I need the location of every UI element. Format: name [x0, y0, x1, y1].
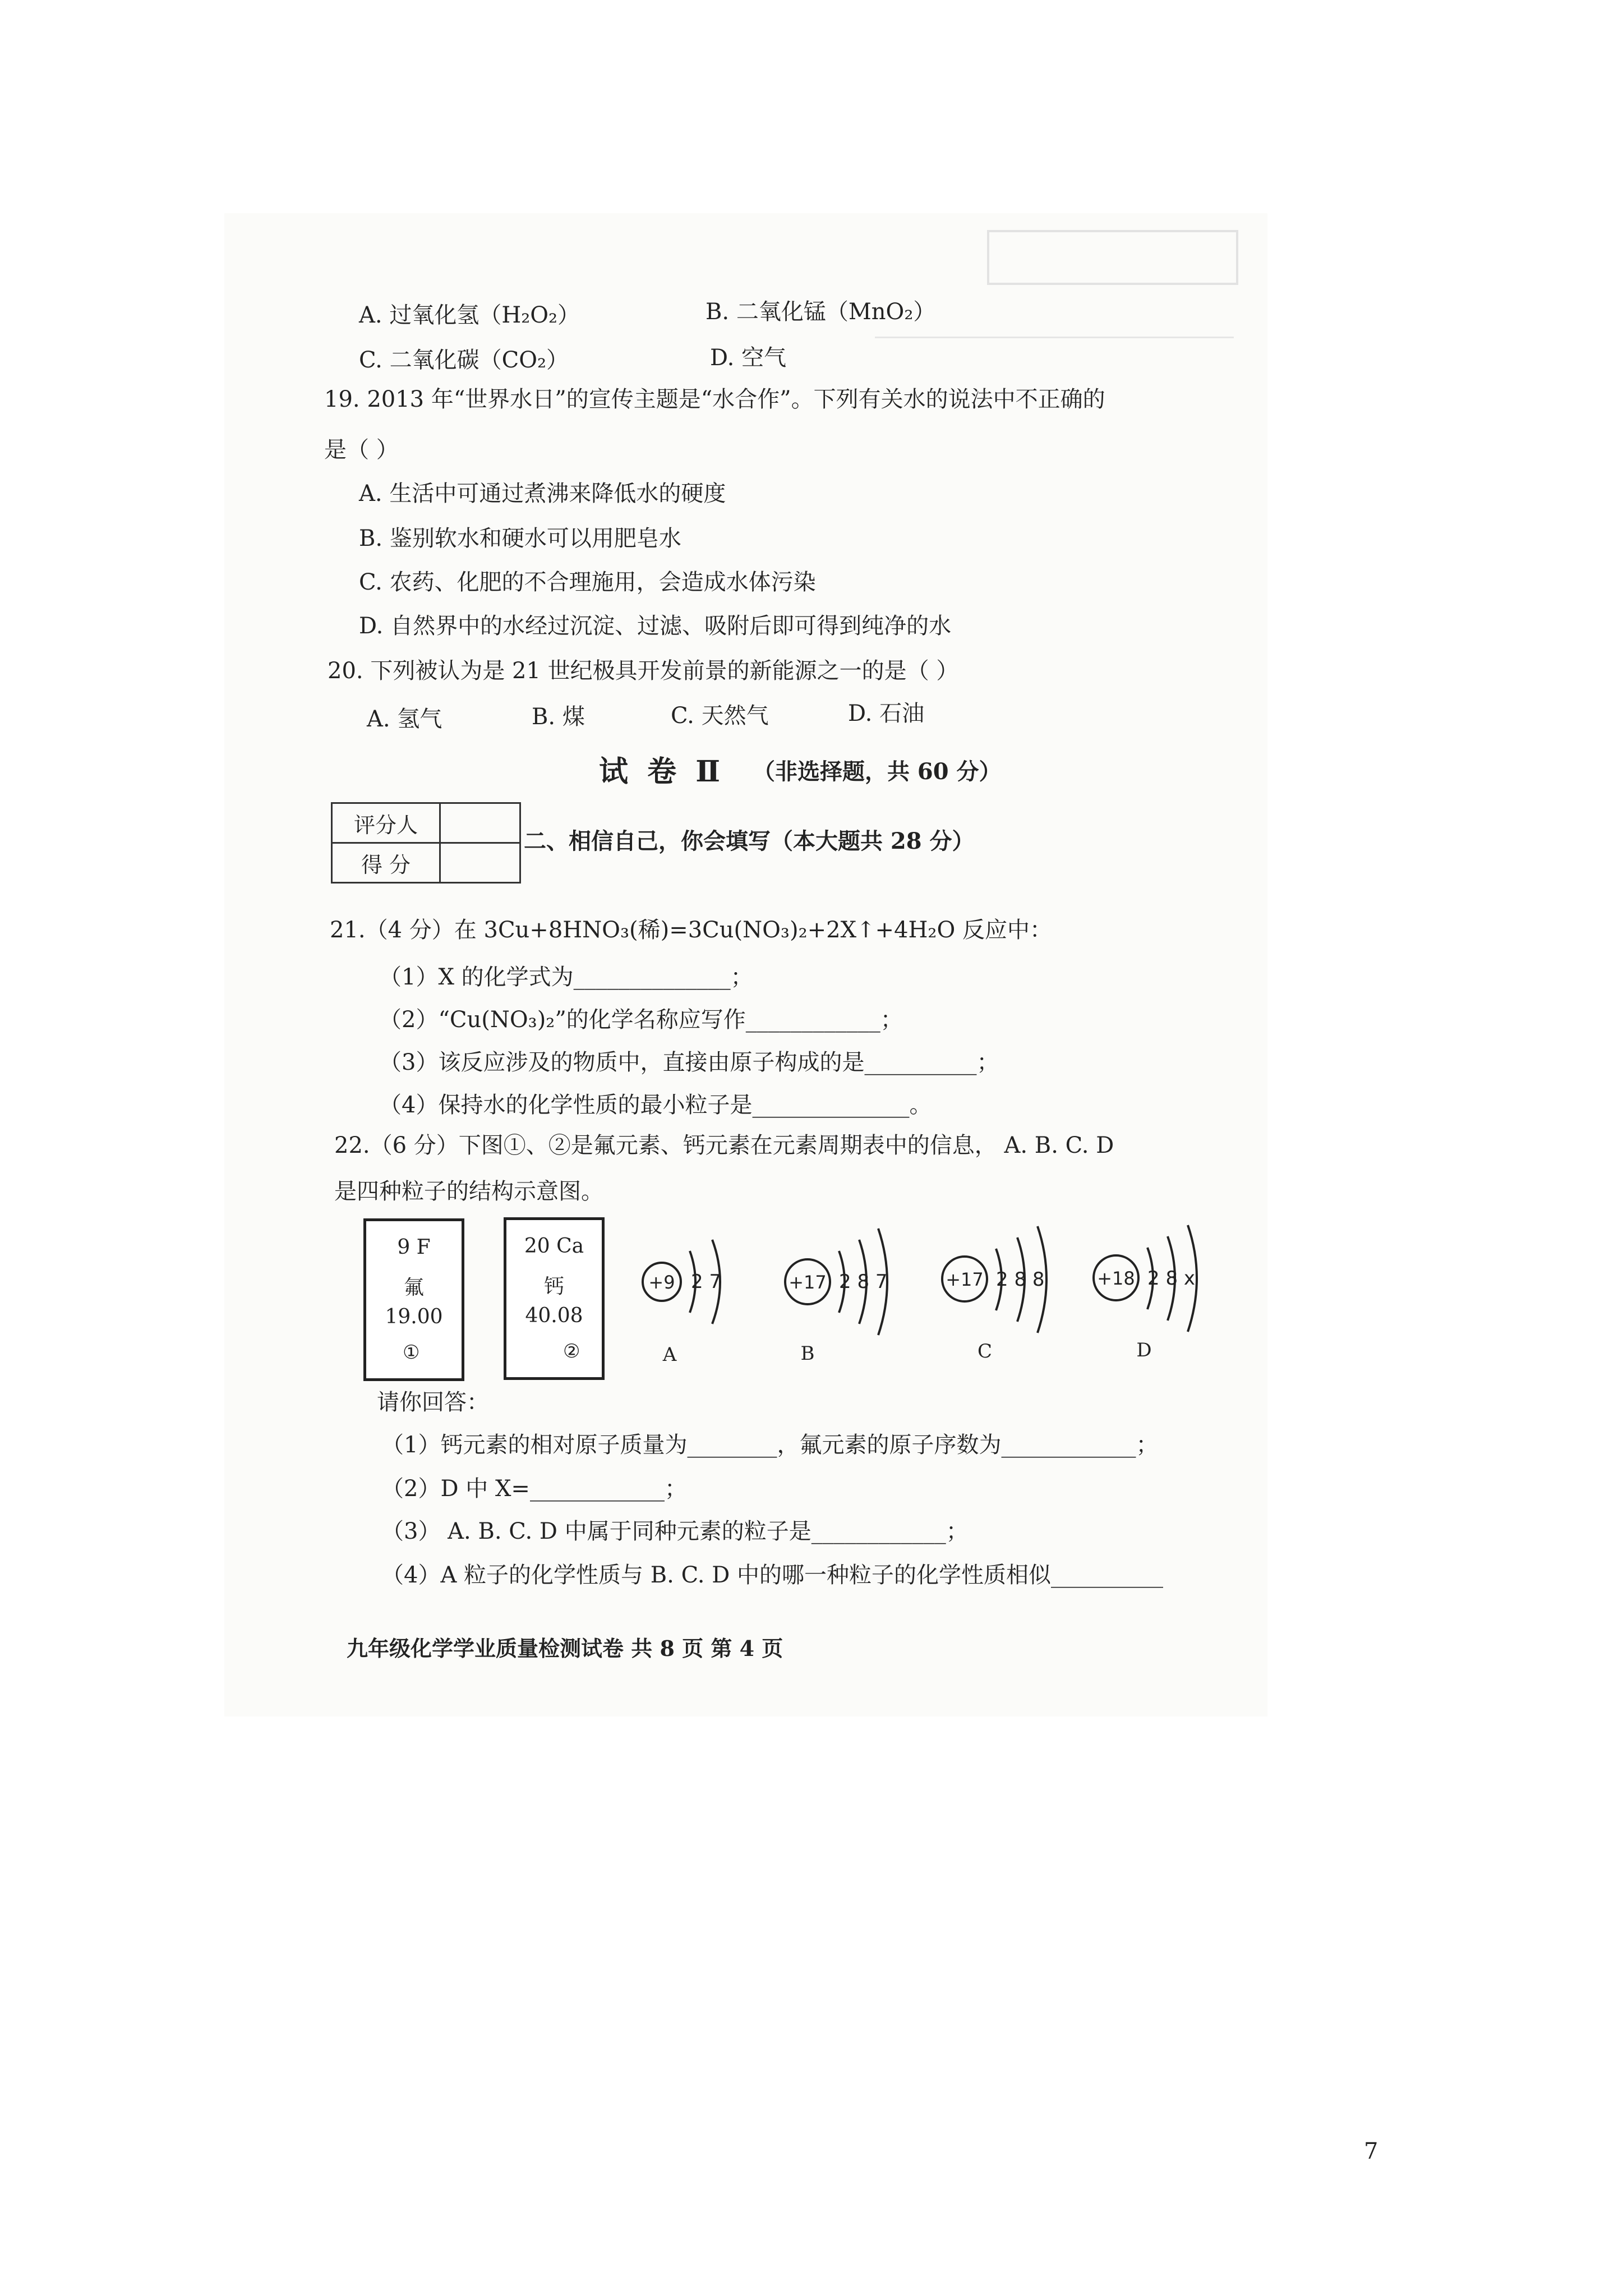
grader-label: 评分人 [332, 803, 440, 843]
nucleus-charge-d: +18 [1097, 1268, 1135, 1289]
box-label-2: ② [563, 1340, 580, 1363]
particle-label-a: A [662, 1343, 677, 1366]
q20-stem: 20. 下列被认为是 21 世纪极具开发前景的新能源之一的是（ ） [328, 658, 959, 684]
score-table [331, 802, 521, 884]
score-label: 得 分 [332, 843, 440, 883]
section-2-title: 二、相信自己，你会填写（本大题共 28 分） [524, 828, 975, 854]
paper-2-title: 试 卷 Ⅱ [599, 754, 725, 789]
q18-option-a: A. 过氧化氢（H₂O₂） [359, 302, 580, 328]
particle-label-b: B [800, 1342, 815, 1365]
q19-option-c: C. 农药、化肥的不合理施用，会造成水体污染 [359, 569, 816, 595]
element-mass: 40.08 [525, 1304, 583, 1327]
nucleus-charge-b: +17 [789, 1272, 827, 1293]
bleed-through-box [987, 230, 1238, 285]
q20-option-b: B. 煤 [532, 704, 585, 730]
q22-part-3: （3） A. B. C. D 中属于同种元素的粒子是____________； [381, 1519, 969, 1544]
box-label-1: ① [403, 1341, 420, 1364]
element-name: 钙 [543, 1275, 564, 1298]
nucleus-charge-a: +9 [648, 1272, 675, 1293]
q22-stem-continued: 是四种粒子的结构示意图。 [334, 1179, 603, 1204]
q20-option-a: A. 氢气 [367, 706, 442, 732]
q21-stem: 21.（4 分）在 3Cu+8HNO₃(稀)=3Cu(NO₃)₂+2X↑+4H₂O 反应中： [330, 917, 1052, 943]
particle-label-d: D [1136, 1339, 1152, 1361]
q21-part-2: （2）“Cu(NO₃)₂”的化学名称应写作____________； [379, 1007, 903, 1033]
particle-label-c: C [977, 1340, 993, 1363]
page-footer: 九年级化学学业质量检测试卷 共 8 页 第 4 页 [347, 1636, 783, 1661]
electron-shells-b: 2 8 7 [839, 1271, 888, 1293]
q18-option-d: D. 空气 [710, 345, 787, 371]
element-number-symbol: 9 F [397, 1236, 431, 1259]
page-number: 7 [1364, 2138, 1378, 2164]
nucleus-charge-c: +17 [946, 1269, 984, 1290]
q21-part-4: （4）保持水的化学性质的最小粒子是______________。 [379, 1092, 932, 1118]
electron-shells-a: 2 7 [691, 1271, 722, 1293]
q19-option-a: A. 生活中可通过煮沸来降低水的硬度 [359, 481, 726, 507]
q22-part-4: （4）A 粒子的化学性质与 B. C. D 中的哪一种粒子的化学性质相似__________ [381, 1562, 1163, 1588]
q22-prompt: 请你回答： [377, 1389, 489, 1415]
grader-cell [440, 803, 520, 843]
q19-option-b: B. 鉴别软水和硬水可以用肥皂水 [359, 526, 681, 551]
paper-2-subtitle: （非选择题，共 60 分） [753, 758, 1002, 785]
q20-option-d: D. 石油 [848, 701, 925, 726]
q21-part-3: （3）该反应涉及的物质中，直接由原子构成的是__________； [379, 1050, 999, 1075]
electron-shells-c: 2 8 8 [996, 1268, 1045, 1291]
q22-part-2: （2）D 中 X=____________； [381, 1476, 687, 1502]
q19-stem: 19. 2013 年“世界水日”的宣传主题是“水合作”。下列有关水的说法中不正确的 [324, 386, 1105, 412]
element-name: 氟 [403, 1276, 424, 1299]
q18-option-b: B. 二氧化锰（MnO₂） [706, 299, 936, 325]
q20-option-c: C. 天然气 [671, 703, 769, 729]
element-number-symbol: 20 Ca [524, 1235, 584, 1258]
electron-shells-d: 2 8 x [1147, 1267, 1195, 1290]
particle-diagrams [628, 1195, 1279, 1380]
q19-option-d: D. 自然界中的水经过沉淀、过滤、吸附后即可得到纯净的水 [359, 613, 952, 639]
q22-part-1: （1）钙元素的相对原子质量为________，氟元素的原子序数为____________； [381, 1432, 1159, 1458]
q21-part-1: （1）X 的化学式为______________； [379, 964, 753, 990]
q18-option-c: C. 二氧化碳（CO₂） [359, 347, 569, 373]
element-box-calcium [504, 1217, 605, 1380]
score-cell [440, 843, 520, 883]
element-mass: 19.00 [385, 1305, 443, 1328]
q19-stem-continued: 是（ ） [324, 437, 399, 463]
q22-stem: 22.（6 分）下图①、②是氟元素、钙元素在元素周期表中的信息， A. B. C. D [334, 1133, 1114, 1158]
